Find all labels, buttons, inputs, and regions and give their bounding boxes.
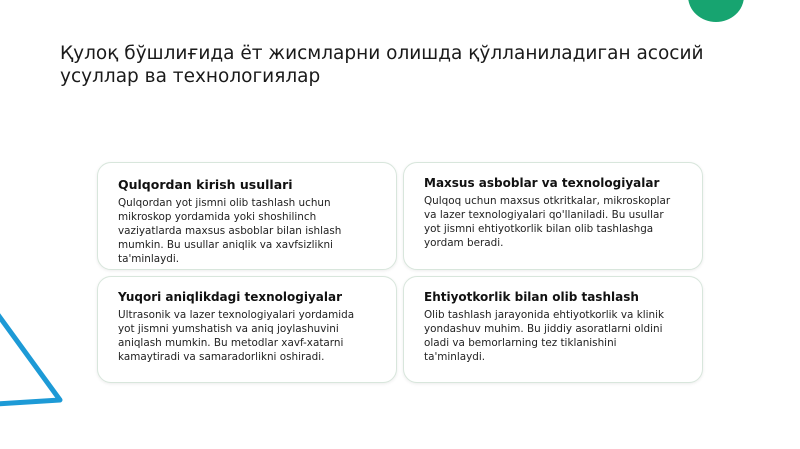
slide-title-line-1: Қулоқ бўшлиғида ёт жисмларни олишда қўлланиладиган асосий [60, 43, 704, 64]
card-heading: Qulqordan kirish usullari [118, 177, 293, 192]
card-heading: Maxsus asboblar va texnologiyalar [424, 176, 660, 190]
card-body-line: Ultrasonik va lazer texnologiyalari yordamida [118, 309, 355, 321]
card-body-line: yot jismni yumshatish va aniq joylashuvini [118, 323, 339, 335]
card-body-line: ta'minlaydi. [118, 253, 180, 265]
card-body-line: Olib tashlash jarayonida ehtiyotkorlik va klinik [424, 309, 664, 321]
card-body-line: yordam beradi. [424, 237, 504, 249]
corner-decoration-circle [688, 0, 744, 22]
card-body-line: Qulqordan yot jismni olib tashlash uchun [118, 197, 331, 209]
card-body-line: yot jismni ehtiyotkorlik bilan olib tashlashga [424, 223, 654, 235]
card-body [424, 308, 686, 364]
card-body [118, 308, 380, 364]
card-high-precision-tech [97, 276, 397, 383]
card-body [118, 196, 380, 266]
card-body-line: mikroskop yordamida yoki shoshilinch [118, 211, 317, 223]
card-heading: Ehtiyotkorlik bilan olib tashlash [424, 290, 639, 304]
card-special-tools [403, 162, 703, 270]
card-body-line: yondashuv muhim. Bu jiddiy asoratlarni oldini [424, 323, 663, 335]
card-body-line: ta'minlaydi. [424, 351, 486, 363]
card-body-line: aniqlash mumkin. Bu metodlar xavf-xatarni [118, 337, 344, 349]
card-body-line: oladi va bemorlarning tez tiklanishini [424, 337, 617, 349]
card-body-line: mumkin. Bu usullar aniqlik va xavfsizlikni [118, 239, 333, 251]
card-body-line: va lazer texnologiyalari qo'llaniladi. Bu usullar [424, 209, 664, 221]
slide-title [60, 42, 720, 88]
card-body [424, 194, 686, 250]
slide-title-line-2: усуллар ва технологиялар [60, 66, 321, 87]
card-ear-canal-methods [97, 162, 397, 270]
card-body-line: Qulqoq uchun maxsus otkritkalar, mikroskoplar [424, 195, 671, 207]
card-heading: Yuqori aniqlikdagi texnologiyalar [118, 290, 343, 304]
card-body-line: vaziyatlarda maxsus asboblar bilan ishlash [118, 225, 342, 237]
decorative-triangle [0, 280, 80, 420]
card-careful-removal [403, 276, 703, 383]
card-body-line: kamaytiradi va samaradorlikni oshiradi. [118, 351, 325, 363]
